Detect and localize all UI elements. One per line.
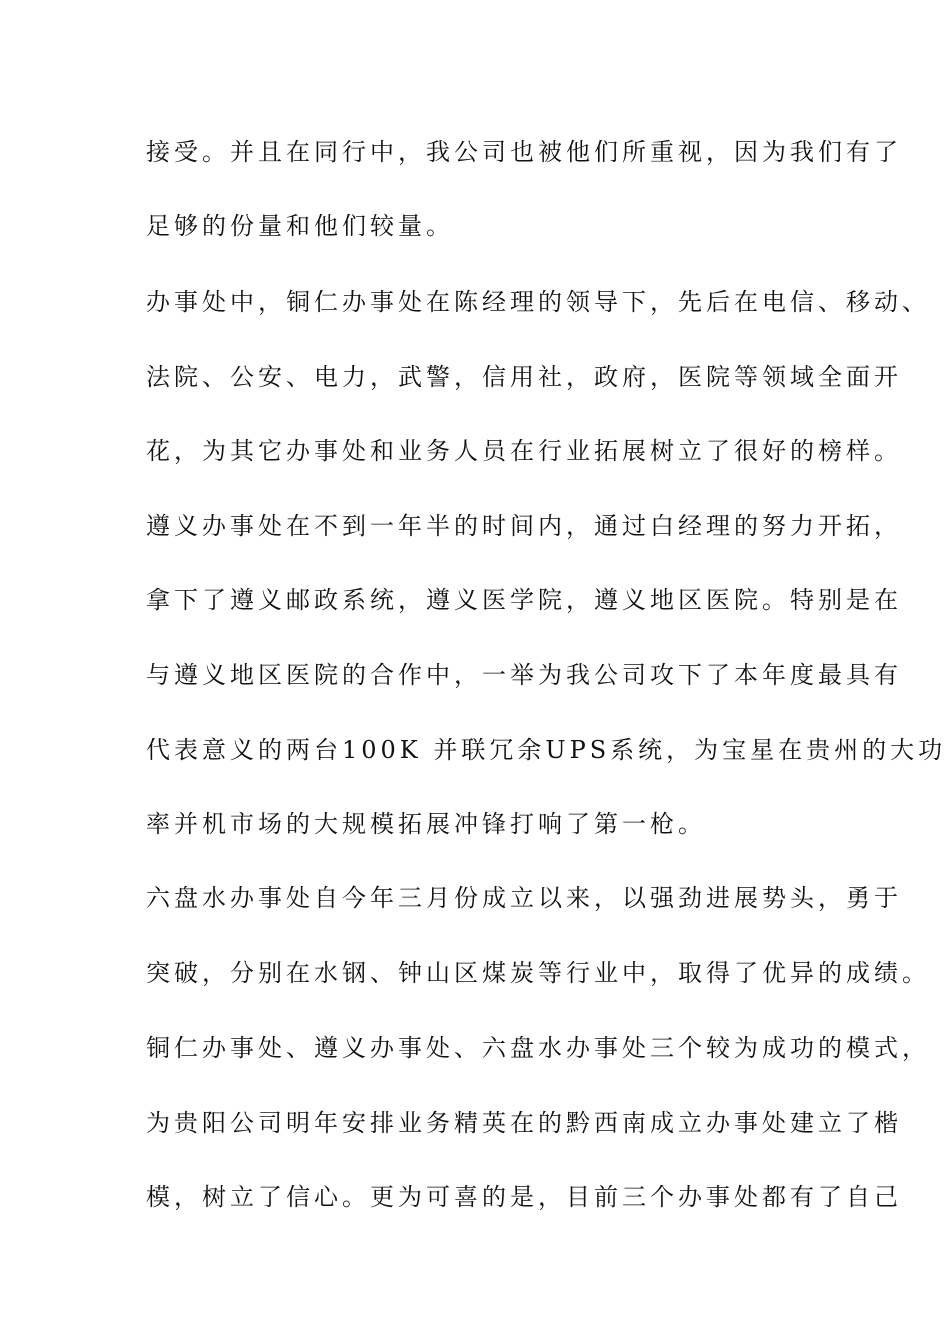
text-line: 花，为其它办事处和业务人员在行业拓展树立了很好的榜样。 — [146, 437, 902, 465]
text-line: 办事处中，铜仁办事处在陈经理的领导下，先后在电信、移动、 — [146, 288, 930, 316]
text-line: 突破，分别在水钢、钟山区煤炭等行业中，取得了优异的成绩。 — [146, 959, 930, 987]
text-line: 足够的份量和他们较量。 — [146, 212, 454, 240]
text-line: 为贵阳公司明年安排业务精英在的黔西南成立办事处建立了楷 — [146, 1109, 902, 1137]
text-line: 拿下了遵义邮政系统，遵义医学院，遵义地区医院。特别是在 — [146, 586, 902, 614]
text-line: 六盘水办事处自今年三月份成立以来，以强劲进展势头，勇于 — [146, 884, 902, 912]
text-line: 法院、公安、电力，武警，信用社，政府，医院等领域全面开 — [146, 363, 902, 391]
text-line: 率并机市场的大规模拓展冲锋打响了第一枪。 — [146, 810, 706, 838]
text-line: 代表意义的两台100K 并联冗余UPS系统，为宝星在贵州的大功 — [146, 736, 947, 764]
text-line: 与遵义地区医院的合作中，一举为我公司攻下了本年度最具有 — [146, 661, 902, 689]
text-line: 接受。并且在同行中，我公司也被他们所重视，因为我们有了 — [146, 138, 902, 166]
text-line: 模，树立了信心。更为可喜的是，目前三个办事处都有了自己 — [146, 1183, 902, 1211]
text-line: 铜仁办事处、遵义办事处、六盘水办事处三个较为成功的模式， — [146, 1034, 930, 1062]
text-line: 遵义办事处在不到一年半的时间内，通过白经理的努力开拓， — [146, 512, 902, 540]
